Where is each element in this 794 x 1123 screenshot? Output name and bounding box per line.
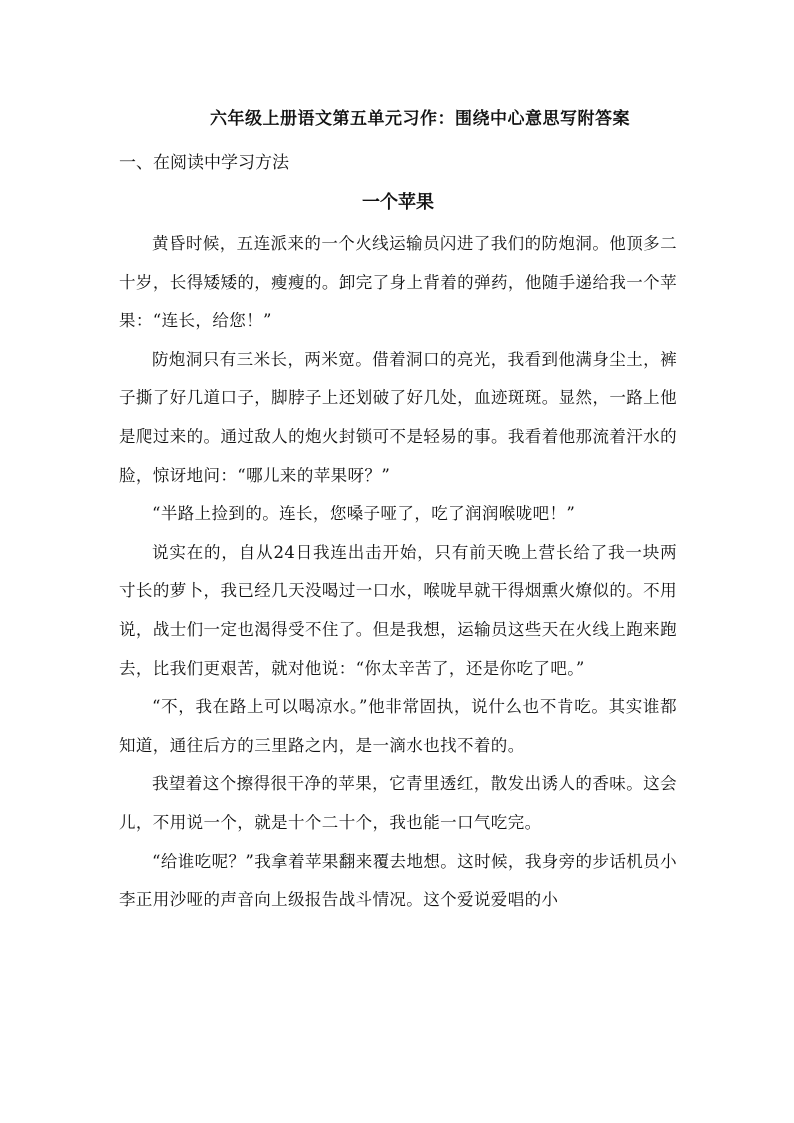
paragraph: 我望着这个擦得很干净的苹果，它青里透红，散发出诱人的香味。这会儿，不用说一个，就是十个二十个，我也能一口气吃完。 bbox=[119, 774, 677, 832]
story-body bbox=[119, 225, 677, 920]
paragraph: “半路上捡到的。连长，您嗓子哑了，吃了润润喉咙吧！” bbox=[152, 504, 576, 524]
paragraph: 黄昏时候，五连派来的一个火线运输员闪进了我们的防炮洞。他顶多二十岁，长得矮矮的，瘦瘦的。卸完了身上背着的弹药，他随手递给我一个苹果：“连长，给您！” bbox=[119, 234, 677, 331]
paragraph: 防炮洞只有三米长，两米宽。借着洞口的亮光，我看到他满身尘土，裤子撕了好几道口子，脚脖子上还划破了好几处，血迹斑斑。显然，一路上他是爬过来的。通过敌人的炮火封锁可不是轻易的事。我看着他那流着汗水的脸，惊讶地问：“哪儿来的苹果呀？” bbox=[119, 349, 677, 485]
story-title: 一个苹果 bbox=[362, 192, 434, 213]
paragraph: 说实在的，自从24日我连出击开始，只有前天晚上营长给了我一块两寸长的萝卜，我已经几天没喝过一口水，喉咙早就干得烟熏火燎似的。不用说，战士们一定也渴得受不住了。但是我想，运输员这些天在火线上跑来跑去，比我们更艰苦，就对他说：“你太辛苦了，还是你吃了吧。” bbox=[119, 542, 677, 678]
paragraph: “给谁吃呢？”我拿着苹果翻来覆去地想。这时候，我身旁的步话机员小李正用沙哑的声音向上级报告战斗情况。这个爱说爱唱的小 bbox=[119, 851, 677, 910]
section-heading: 一、在阅读中学习方法 bbox=[119, 153, 289, 173]
paragraph: “不，我在路上可以喝凉水。”他非常固执，说什么也不肯吃。其实谁都知道，通往后方的三里路之内，是一滴水也找不着的。 bbox=[119, 697, 677, 755]
document-title: 六年级上册语文第五单元习作：围绕中心意思写附答案 bbox=[210, 109, 630, 129]
